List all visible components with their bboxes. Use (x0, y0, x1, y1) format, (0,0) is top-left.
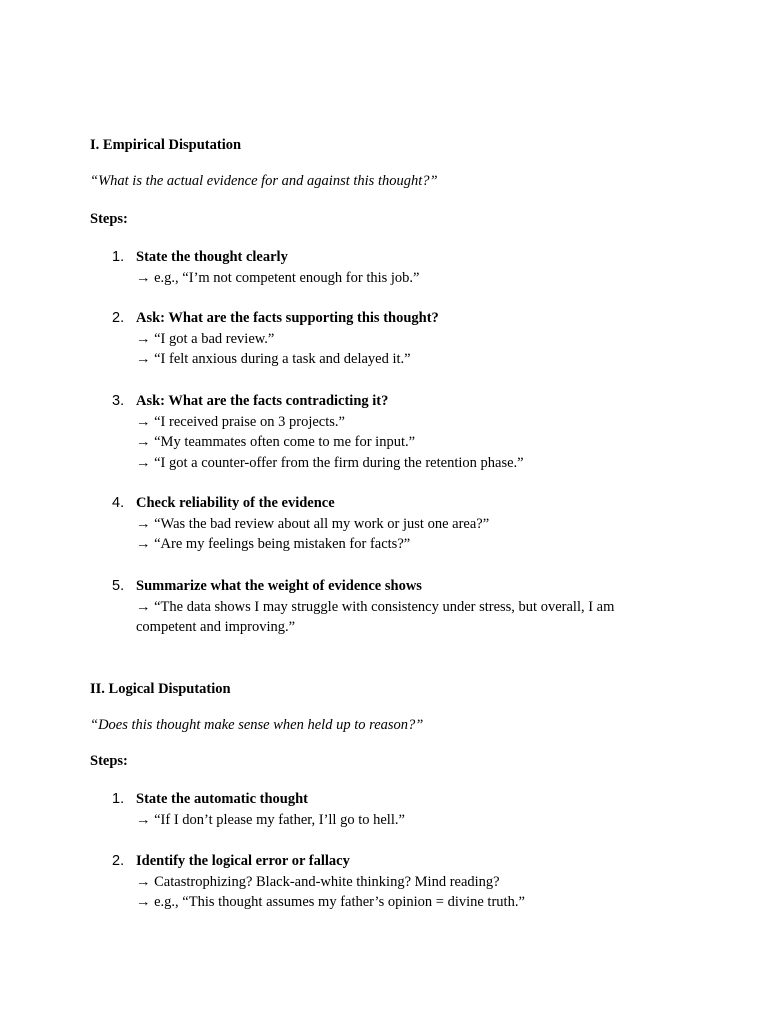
step-body (136, 308, 656, 370)
step-number: 1. (112, 249, 125, 265)
step-line: → e.g., “This thought assumes my father’s opinion = divine truth.” (136, 894, 525, 910)
step-title: Summarize what the weight of evidence shows (136, 578, 422, 594)
step-line: → “I got a counter-offer from the firm during the retention phase.” (136, 454, 524, 471)
step-body (136, 576, 656, 638)
steps-label: Steps: (90, 753, 128, 769)
step-line: → e.g., “I’m not competent enough for this job.” (136, 269, 420, 286)
step-number: 5. (112, 578, 125, 594)
step-title: Identify the logical error or fallacy (136, 853, 350, 869)
section-heading: I. Empirical Disputation (90, 137, 242, 153)
step-title: Ask: What are the facts supporting this thought? (136, 310, 439, 326)
step-number: 3. (112, 393, 125, 409)
step-body (136, 789, 656, 830)
step-line: → “I felt anxious during a task and delayed it.” (136, 351, 411, 367)
step-line: → “Are my feelings being mistaken for facts?” (136, 536, 411, 552)
step-line: → Catastrophizing? Black-and-white thinking? Mind reading? (136, 873, 500, 890)
step-number: 1. (112, 791, 125, 807)
step-number: 2. (112, 853, 125, 869)
step-line: → “My teammates often come to me for input.” (136, 434, 416, 450)
step-line: → “If I don’t please my father, I’ll go to hell.” (136, 811, 405, 828)
section-heading: II. Logical Disputation (90, 681, 231, 697)
step-number: 2. (112, 310, 125, 326)
step-title: Ask: What are the facts contradicting it? (136, 393, 389, 409)
section-quote: “What is the actual evidence for and against this thought?” (90, 173, 438, 189)
step-body (136, 391, 656, 473)
step-number: 4. (112, 495, 125, 511)
steps-label: Steps: (90, 211, 128, 227)
step-title: Check reliability of the evidence (136, 495, 335, 511)
step-line: → “I received praise on 3 projects.” (136, 413, 345, 430)
step-line: → “The data shows I may struggle with consistency under stress, but overall, I am competent and improving.” (136, 598, 615, 635)
step-body (136, 247, 656, 288)
step-line: → “I got a bad review.” (136, 330, 275, 347)
step-body (136, 493, 656, 555)
step-body (136, 851, 656, 913)
section-quote: “Does this thought make sense when held up to reason?” (90, 717, 424, 733)
step-title: State the thought clearly (136, 249, 288, 265)
step-title: State the automatic thought (136, 791, 308, 807)
step-line: → “Was the bad review about all my work or just one area?” (136, 515, 490, 532)
